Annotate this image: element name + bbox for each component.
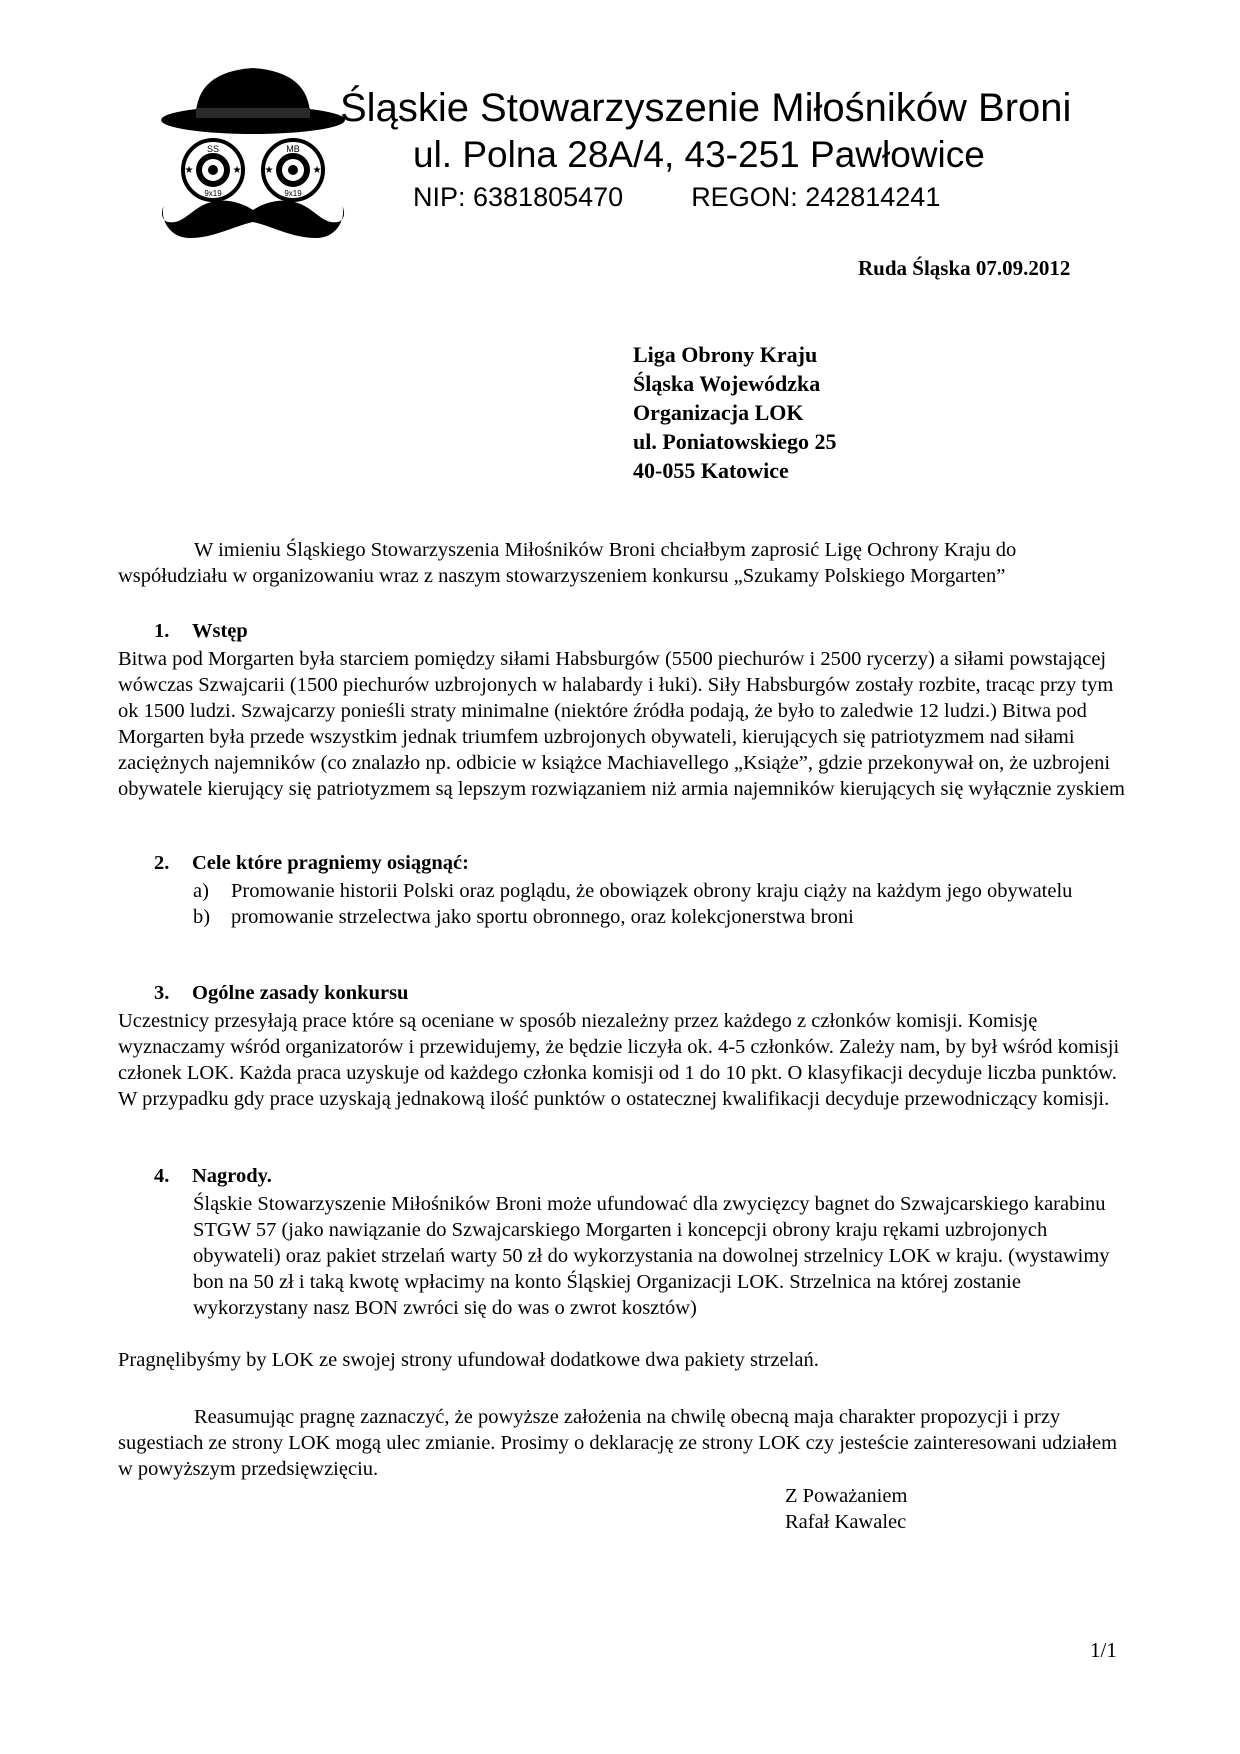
intro-paragraph: [118, 537, 1128, 589]
section-1-text: Bitwa pod Morgarten była starciem pomiędzy siłami Habsburgów (5500 piechurów i 2500 rycerzy) a siłami powstającej wówczas Szwajcarii (1500 piechurów uzbrojonych w halabardy i łuki). Siły Habsburgów zostały rozbite, tracąc przy tym ok 1500 ludzi. Szwajcarzy ponieśli straty minimalne (niektóre źródła podają, że było to zaledwie 12 ludzi.) Bitwa pod Morgarten była przede wszystkim jednak triumfem uzbrojonych obywateli, kierujących się patriotyzmem nad siłami zaciężnych najemników (co znalazło np. odbicie w książce Machiavellego „Książe”, gdzie przekonywał on, że uzbrojeni obywatele kierujący się patriotyzmem są lepszym rozwiązaniem niż armia najemników kierujących się wyłącznie zyskiem: [118, 648, 1125, 800]
section-3-body: [118, 1008, 1128, 1112]
svg-text:★: ★: [312, 165, 322, 176]
recipient-address: [633, 340, 837, 485]
section-number: 2.: [154, 852, 170, 874]
section-title: Ogólne zasady konkursu: [192, 982, 409, 1004]
intro-text: W imieniu Śląskiego Stowarzyszenia Miłośników Broni chciałbym zaprosić Ligę Ochrony Kraju do współudziału w organizowaniu wraz z naszym stowarzyszeniem konkursu „Szukamy Polskiego Morgarten”: [118, 539, 1017, 587]
left-eye-top-text: SS: [206, 144, 220, 154]
section-4-text: Śląskie Stowarzyszenie Miłośników Broni może ufundować dla zwycięzcy bagnet do Szwajcarskiego karabinu STGW 57 (jako nawiązanie do Szwajcarskiego Morgarten i koncepcji obrony kraju rękami uzbrojonych obywateli) oraz pakiet strzelań warty 50 zł do wykorzystania na dowolnej strzelnicy LOK w kraju. (wystawimy bon na 50 zł i taką kwotę wpłacimy na konto Śląskiej Organizacji LOK. Strzelnica na której zostanie wykorzystany nasz BON zwróci się do was o zwrot kosztów): [193, 1193, 1110, 1319]
section-title: Cele które pragniemy osiągnąć:: [192, 852, 469, 874]
recipient-line: 40-055 Katowice: [633, 458, 789, 483]
list-item: [193, 904, 1128, 930]
organization-logo: [158, 62, 348, 242]
section-3-text: Uczestnicy przesyłają prace które są oceniane w sposób niezależny przez każdego z członków komisji. Komisję wyznaczamy wśród organizatorów i przewidujemy, że będzie liczyła ok. 4-5 członków. Zależy nam, by był wśród komisji członek LOK. Każda praca uzyskuje od każdego członka komisji od 1 do 10 pkt. O klasyfikacji decyduje liczba punktów. W przypadku gdy prace uzyskają jednakową ilość punktów o ostatecznej kwalifikacji decyduje przewodniczący komisji.: [118, 1010, 1120, 1110]
section-1-body: [118, 646, 1128, 802]
letter-date: Ruda Śląska 07.09.2012: [858, 256, 1071, 280]
section-4-body: [193, 1191, 1128, 1321]
recipient-line: ul. Poniatowskiego 25: [633, 429, 837, 454]
list-item: [193, 878, 1128, 904]
list-item-text: Promowanie historii Polski oraz poglądu, że obowiązek obrony kraju ciąży na każdym jego obywatelu: [231, 880, 1073, 902]
signature-greeting: Z Poważaniem: [785, 1485, 908, 1507]
section-number: 3.: [154, 982, 170, 1004]
section-3-heading: [154, 982, 408, 1005]
hat-monocle-mustache-icon: [158, 62, 348, 242]
recipient-line: Śląska Wojewódzka: [633, 371, 821, 396]
list-marker: b): [193, 906, 211, 928]
section-2-heading: [154, 852, 469, 875]
section-4-heading: [154, 1165, 272, 1188]
signature-name: Rafał Kawalec: [785, 1511, 907, 1533]
section-number: 1.: [154, 620, 170, 642]
section-title: Nagrody.: [192, 1165, 272, 1187]
left-eye-bottom-text: 9x19: [204, 189, 222, 198]
signature-block: [785, 1483, 907, 1535]
summary-paragraph: [118, 1404, 1128, 1482]
section-title: Wstęp: [192, 620, 248, 642]
summary-text: Reasumując pragnę zaznaczyć, że powyższe założenia na chwilę obecną maja charakter propozycji i przy sugestiach ze strony LOK mogą ulec zmianie. Prosimy o deklarację ze strony LOK czy jesteście zainteresowani udziałem w powyższym przedsięwzięciu.: [118, 1406, 1118, 1480]
svg-text:★: ★: [184, 165, 194, 176]
right-eye-top-text: MB: [286, 144, 300, 154]
recipient-line: Liga Obrony Kraju: [633, 342, 818, 367]
goals-list: [193, 878, 1128, 930]
recipient-line: Organizacja LOK: [633, 400, 804, 425]
svg-text:★: ★: [232, 165, 242, 176]
section-4-closing-text: Pragnęlibyśmy by LOK ze swojej strony ufundował dodatkowe dwa pakiety strzelań.: [118, 1349, 819, 1371]
regon-number: REGON: 242814241: [691, 182, 941, 212]
organization-address: ul. Polna 28A/4, 43-251 Pawłowice: [413, 134, 985, 175]
section-number: 4.: [154, 1165, 170, 1187]
section-4-closing: [118, 1347, 1128, 1373]
nip-number: NIP: 6381805470: [413, 182, 624, 212]
right-eye-bottom-text: 9x19: [284, 189, 302, 198]
list-marker: a): [193, 880, 209, 902]
svg-text:★: ★: [264, 165, 274, 176]
page-number: 1/1: [1090, 1638, 1117, 1662]
organization-ids: [413, 182, 940, 213]
organization-name: Śląskie Stowarzyszenie Miłośników Broni: [340, 86, 1072, 130]
section-1-heading: [154, 620, 248, 643]
list-item-text: promowanie strzelectwa jako sportu obronnego, oraz kolekcjonerstwa broni: [231, 906, 854, 928]
